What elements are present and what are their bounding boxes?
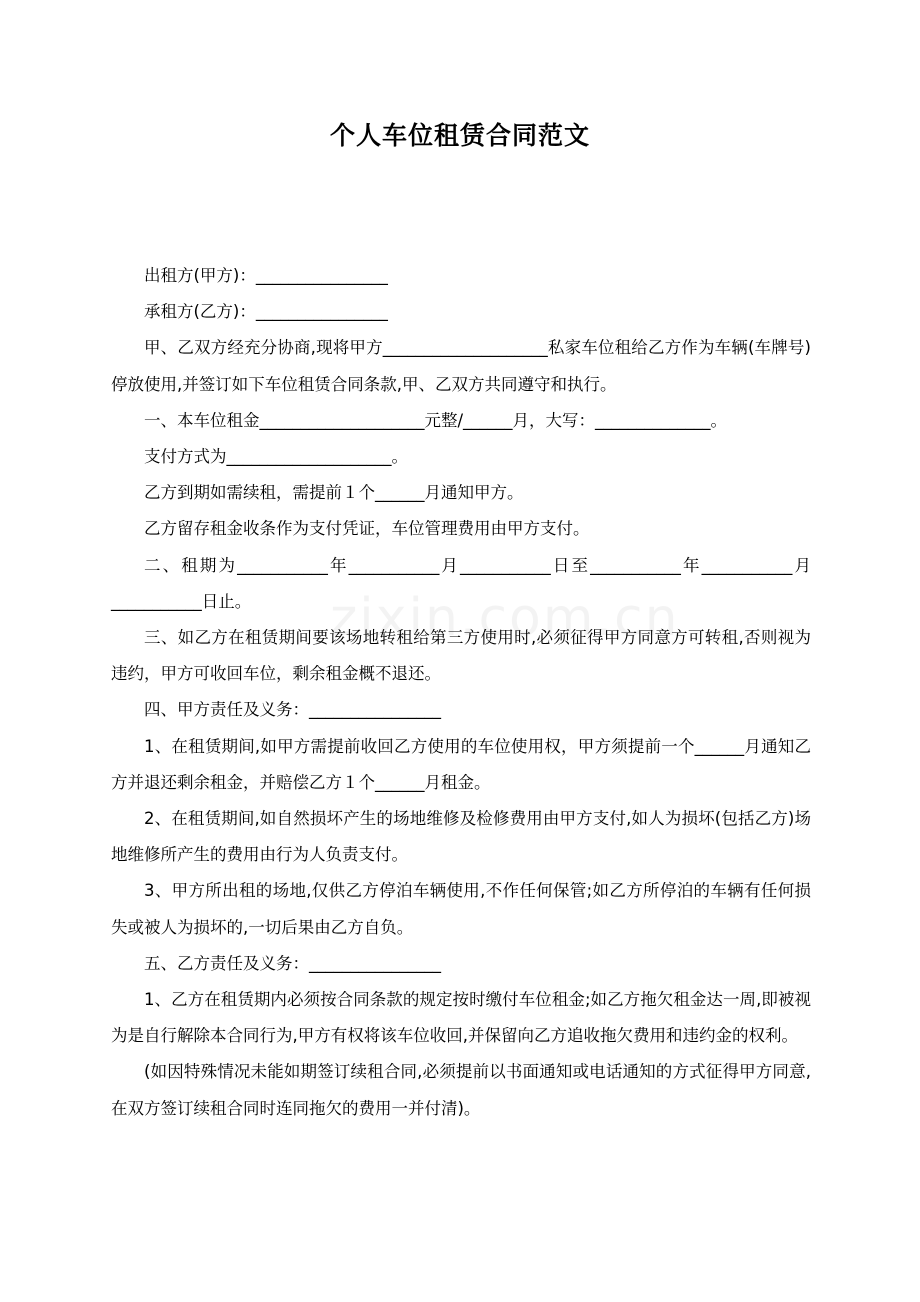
clause-5-heading: 五、乙方责任及义务：________________ [144,953,441,973]
payment-method: 支付方式为____________________。 [144,447,408,467]
clause-5-item-1: 1、乙方在租赁期内必须按合同条款的规定按时缴付车位租金;如乙方拖欠租金达一周,即被视为是自行解除本合同行为,甲方有权将该车位收回,并保留向乙方追收拖欠费用和违约金的权利。 [111,990,811,1046]
clause-1-rent: 一、本车位租金____________________元整/______月，大写：______________。 [144,410,728,430]
clause-4-item-2: 2、在租赁期间,如自然损坏产生的场地维修及检修费用由甲方支付,如人为损坏(包括乙方)场地维修所产生的费用由行为人负责支付。 [111,809,811,865]
document-title: 个人车位租赁合同范文 [329,121,590,150]
document-body [111,258,811,1127]
clause-5-note: (如因特殊情况未能如期签订续租合同,必须提前以书面通知或电话通知的方式征得甲方同意,在双方签订续租合同时连同拖欠的费用一并付清)。 [111,1062,811,1118]
clause-4-heading: 四、甲方责任及义务：________________ [144,700,441,720]
clause-2-term: 二、租期为___________年___________月___________日至___________年___________月___________日止。 [111,555,811,611]
preamble-paragraph: 甲、乙双方经充分协商,现将甲方____________________私家车位租给乙方作为车辆(车牌号)停放使用,并签订如下车位租赁合同条款,甲、乙双方共同遵守和执行。 [111,338,811,394]
receipt-note: 乙方留存租金收条作为支付凭证，车位管理费用由甲方支付。 [144,519,590,539]
clause-3-sublease: 三、如乙方在租赁期间要该场地转租给第三方使用时,必须征得甲方同意方可转租,否则视为违约，甲方可收回车位，剩余租金概不退还。 [111,628,811,684]
renewal-notice: 乙方到期如需续租，需提前１个______月通知甲方。 [144,483,524,503]
clause-4-item-1: 1、在租赁期间,如甲方需提前收回乙方使用的车位使用权，甲方须提前一个______月通知乙方并退还剩余租金，并赔偿乙方１个______月租金。 [111,736,811,792]
lessor-line: 出租方(甲方)：________________ [144,266,388,285]
lessee-line: 承租方(乙方)：________________ [144,302,388,322]
clause-4-item-3: 3、甲方所出租的场地,仅供乙方停泊车辆使用,不作任何保管;如乙方所停泊的车辆有任何损失或被人为损坏的,一切后果由乙方自负。 [111,881,811,937]
